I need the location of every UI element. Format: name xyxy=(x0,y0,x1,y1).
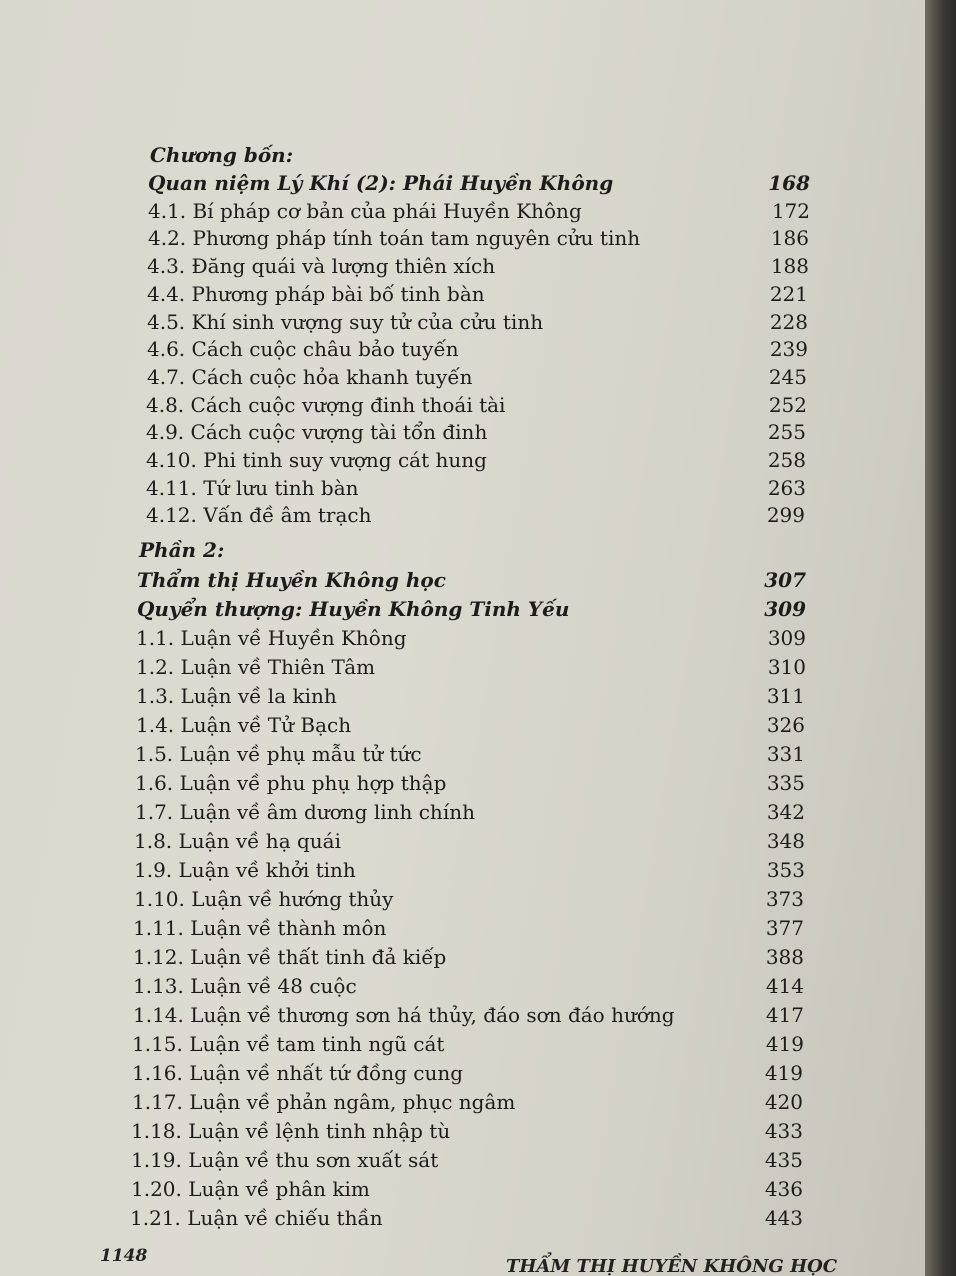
toc-entry xyxy=(130,1203,925,1233)
entry-title: 1.10. Luận về hướng thủy xyxy=(134,887,394,911)
toc-entry xyxy=(133,1000,925,1030)
entry-title: 1.21. Luận về chiếu thần xyxy=(130,1206,383,1230)
entry-page: 419 xyxy=(765,1032,804,1056)
toc-heading-entry xyxy=(148,168,925,198)
toc-entry xyxy=(131,1174,925,1204)
entry-page: 252 xyxy=(768,393,807,417)
entry-page: 228 xyxy=(769,310,808,334)
part-label: Phần 2: xyxy=(139,538,225,562)
toc-entry xyxy=(132,1087,925,1117)
running-title: THẨM THỊ HUYỀN KHÔNG HỌC xyxy=(506,1256,838,1276)
entry-title: 1.4. Luận về Tử Bạch xyxy=(136,713,352,737)
entry-page: 310 xyxy=(767,655,806,679)
toc-entry xyxy=(131,1145,925,1175)
entry-page: 255 xyxy=(767,420,806,444)
toc-entry xyxy=(136,623,925,653)
entry-page: 342 xyxy=(766,800,805,824)
toc-entry xyxy=(131,1116,925,1146)
entry-page: 307 xyxy=(764,568,806,592)
toc-entry xyxy=(147,279,925,309)
book-spine xyxy=(925,0,956,1276)
entry-page: 388 xyxy=(765,945,804,969)
toc-entry xyxy=(147,307,925,337)
page-number: 1148 xyxy=(100,1246,148,1266)
toc-entry xyxy=(132,1029,925,1059)
entry-page: 258 xyxy=(767,448,806,472)
entry-page: 331 xyxy=(766,742,805,766)
entry-title: Quyển thượng: Huyền Không Tinh Yếu xyxy=(137,597,570,621)
toc-entry xyxy=(132,1058,925,1088)
entry-page: 436 xyxy=(764,1177,803,1201)
entry-title: 1.18. Luận về lệnh tinh nhập tù xyxy=(131,1119,451,1143)
entry-title: 4.9. Cách cuộc vượng tài tổn đinh xyxy=(146,420,488,444)
entry-title: 4.3. Đăng quái và lượng thiên xích xyxy=(147,254,496,278)
entry-title: Quan niệm Lý Khí (2): Phái Huyền Không xyxy=(148,171,614,195)
entry-title: 1.3. Luận về la kinh xyxy=(136,684,337,708)
toc-entry xyxy=(136,710,925,740)
entry-title: 4.12. Vấn đề âm trạch xyxy=(146,503,372,527)
entry-page: 435 xyxy=(764,1148,803,1172)
toc-heading-entry xyxy=(137,565,925,595)
entry-page: 414 xyxy=(765,974,804,998)
toc-entry xyxy=(136,652,925,682)
entry-title: 1.16. Luận về nhất tứ đồng cung xyxy=(132,1061,464,1085)
entry-title: 4.1. Bí pháp cơ bản của phái Huyền Không xyxy=(148,199,582,223)
toc-entry xyxy=(148,196,925,226)
entry-title: 4.7. Cách cuộc hỏa khanh tuyến xyxy=(147,365,473,389)
entry-title: 1.8. Luận về hạ quái xyxy=(134,829,341,853)
entry-page: 353 xyxy=(766,858,805,882)
entry-page: 420 xyxy=(764,1090,803,1114)
entry-title: 4.8. Cách cuộc vượng đinh thoái tài xyxy=(146,393,506,417)
entry-page: 186 xyxy=(770,226,809,250)
chapter-label: Chương bốn: xyxy=(150,143,294,167)
entry-title: 4.6. Cách cuộc châu bảo tuyến xyxy=(147,337,459,361)
toc-entry xyxy=(135,797,925,827)
toc-entry xyxy=(147,362,925,392)
entry-page: 263 xyxy=(767,476,806,500)
entry-page: 419 xyxy=(764,1061,803,1085)
entry-page: 188 xyxy=(770,254,809,278)
entry-title: 1.9. Luận về khởi tinh xyxy=(134,858,356,882)
entry-page: 433 xyxy=(764,1119,803,1143)
entry-page: 309 xyxy=(764,597,806,621)
entry-title: 1.17. Luận về phản ngâm, phục ngâm xyxy=(132,1090,516,1114)
entry-title: 4.4. Phương pháp bài bố tinh bàn xyxy=(147,282,485,306)
entry-title: 4.10. Phi tinh suy vượng cát hung xyxy=(146,448,487,472)
entry-title: 1.1. Luận về Huyền Không xyxy=(136,626,407,650)
entry-title: 1.20. Luận về phân kim xyxy=(131,1177,370,1201)
entry-title: 1.14. Luận về thương sơn há thủy, đáo sơn đáo hướng xyxy=(133,1003,675,1027)
toc-entry xyxy=(147,334,925,364)
entry-page: 377 xyxy=(765,916,804,940)
toc-entry xyxy=(134,855,925,885)
toc-entry xyxy=(135,768,925,798)
toc-entry xyxy=(146,390,925,420)
entry-title: 1.7. Luận về âm dương linh chính xyxy=(135,800,475,824)
entry-page: 443 xyxy=(764,1206,803,1230)
entry-title: 1.5. Luận về phụ mẫu tử tức xyxy=(135,742,422,766)
entry-title: 1.19. Luận về thu sơn xuất sát xyxy=(131,1148,439,1172)
entry-page: 245 xyxy=(768,365,807,389)
entry-page: 373 xyxy=(765,887,804,911)
entry-title: 4.5. Khí sinh vượng suy tử của cửu tinh xyxy=(147,310,544,334)
entry-page: 311 xyxy=(766,684,805,708)
toc-entry xyxy=(146,417,925,447)
entry-page: 299 xyxy=(766,503,805,527)
entry-page: 239 xyxy=(769,337,808,361)
toc-entry xyxy=(135,739,925,769)
entry-page: 168 xyxy=(768,171,810,195)
entry-title: 1.11. Luận về thành môn xyxy=(133,916,387,940)
entry-page: 348 xyxy=(766,829,805,853)
entry-title: 1.6. Luận về phu phụ hợp thập xyxy=(135,771,447,795)
entry-page: 172 xyxy=(771,199,810,223)
toc-entry xyxy=(146,445,925,475)
toc-entry xyxy=(134,884,925,914)
toc-entry xyxy=(133,942,925,972)
toc-entry xyxy=(133,913,925,943)
toc-entry xyxy=(148,223,925,253)
toc-entry xyxy=(146,500,925,530)
entry-title: 4.2. Phương pháp tính toán tam nguyên cửu tinh xyxy=(148,226,641,250)
entry-title: 4.11. Tứ lưu tinh bàn xyxy=(146,476,359,500)
toc-entry xyxy=(147,251,925,281)
entry-page: 417 xyxy=(765,1003,804,1027)
entry-page: 326 xyxy=(766,713,805,737)
toc-heading-entry xyxy=(137,594,925,624)
entry-page: 335 xyxy=(766,771,805,795)
entry-title: 1.12. Luận về thất tinh đả kiếp xyxy=(133,945,447,969)
toc-entry xyxy=(136,681,925,711)
entry-page: 221 xyxy=(769,282,808,306)
entry-title: 1.13. Luận về 48 cuộc xyxy=(133,974,357,998)
toc-entry xyxy=(133,971,925,1001)
toc-entry xyxy=(146,473,925,503)
entry-page: 309 xyxy=(767,626,806,650)
entry-title: 1.2. Luận về Thiên Tâm xyxy=(136,655,376,679)
entry-title: 1.15. Luận về tam tinh ngũ cát xyxy=(132,1032,445,1056)
toc-entry xyxy=(134,826,925,856)
entry-title: Thẩm thị Huyền Không học xyxy=(137,568,446,592)
